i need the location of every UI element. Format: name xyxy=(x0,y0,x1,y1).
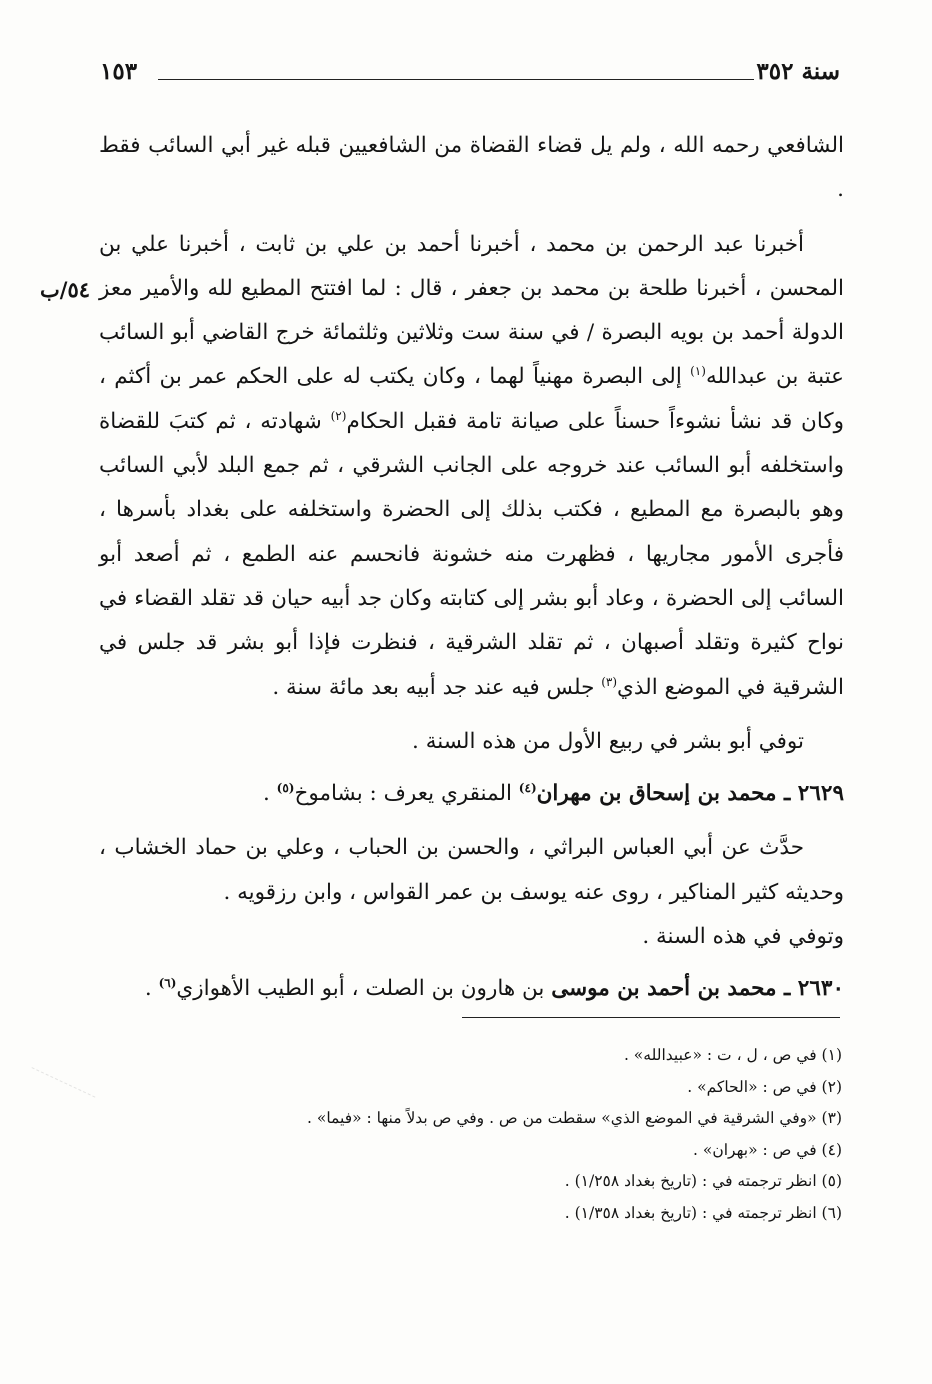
paragraph-hadith: حدَّث عن أبي العباس البراثي ، والحسن بن الحباب ، وعلي بن حماد الخشاب ، وحديثه كثير المناكير ، روى عنه يوسف بن عمر القواس ، وابن رزقويه . xyxy=(99,835,844,905)
entry-heading-end: . xyxy=(144,976,159,1002)
narration-text-b: إلى البصرة مهنياً لهما ، وكان يكتب له على الحكم عمر بن أكثم ، وكان قد نشأ نشوءاً حسناً على صيانة تامة فقبل الحكام xyxy=(99,364,844,434)
biography-entry-2630 xyxy=(99,967,844,1011)
footnote-separator xyxy=(462,1017,840,1018)
footnote-ref-1: (١) xyxy=(690,364,706,379)
footnote-3: (٣) «وفي الشرقية في الموضع الذي» سقطت من ص . وفي ص بدلاً منها : «فيما» . xyxy=(307,1109,842,1127)
footnote-ref-3: (٣) xyxy=(601,674,618,689)
footnote-6: (٦) انظر ترجمته في : (تاريخ بغداد ١/٣٥٨) . xyxy=(564,1203,842,1222)
narration-text-d: جلس فيه عند جد أبيه بعد مائة سنة . xyxy=(272,674,602,700)
entry-heading-end: . xyxy=(262,781,277,807)
footnote-ref-2: (٢) xyxy=(330,408,347,423)
narration-text-a: أخبرنا عبد الرحمن بن محمد ، أخبرنا أحمد بن علي بن ثابت ، أخبرنا علي بن المحسن ، أخبرنا طلحة بن محمد بن جعفر ، قال : لما افتتح المطيع لله والأمير معز الدولة أحمد بن بويه البصرة / في سنة ست وثلاثين وثلثمائة خرج القاضي أبو السائب عتبة بن عبدالله xyxy=(99,231,844,390)
footnote-ref-6: (٦) xyxy=(158,976,177,991)
entry-heading: ٢٦٢٩ ـ محمد بن إسحاق بن مهران xyxy=(536,781,844,807)
biography-entry-2629 xyxy=(99,772,844,816)
scan-artifact xyxy=(15,1067,96,1134)
page-number: ١٥٣ xyxy=(100,58,138,85)
page-header xyxy=(100,58,840,98)
footnote-5: (٥) انظر ترجمته في : (تاريخ بغداد ١/٢٥٨) . xyxy=(564,1172,842,1190)
footnote-1: (١) في ص ، ل ، ت : «عبيدالله» . xyxy=(623,1046,842,1064)
paragraph-death: وتوفي في هذه السنة . xyxy=(642,924,844,950)
running-head-year: سنة ٣٥٢ xyxy=(756,58,840,85)
paragraph-narration xyxy=(99,223,844,710)
footnote-2: (٢) في ص : «الحاكم» . xyxy=(687,1077,842,1096)
entry-heading-rest: بن هارون بن الصلت ، أبو الطيب الأهوازي xyxy=(176,976,552,1002)
footnote-ref-5: (٥) xyxy=(276,781,295,796)
paragraph-death-note: توفي أبو بشر في ربيع الأول من هذه السنة . xyxy=(412,728,804,754)
header-rule xyxy=(158,79,754,80)
footnotes xyxy=(242,1040,842,1229)
entry-heading-rest: المنقري يعرف : بشاموخ xyxy=(294,781,519,807)
main-text xyxy=(99,124,844,1012)
footnote-ref-4: (٤) xyxy=(518,781,537,796)
manuscript-folio-note: ٥٤/ب xyxy=(40,277,91,302)
narration-text-c: شهادته ، ثم كتبَ للقضاة واستخلفه أبو السائب عند خروجه على الجانب الشرقي ، ثم جمع البلد لأبي السائب وهو بالبصرة مع المطيع ، فكتب بذلك إلى الحضرة واستخلفه على بغداد بأسرها ، فأجرى الأمور مجاريها ، فظهرت منه خشونة فانحسم عنه الطمع ، ثم أصعد أبو السائب إلى الحضرة ، وعاد أبو بشر إلى كتابته وكان جد أبيه حيان قد تقلد القضاء في نواح كثيرة وتقلد أصبهان ، ثم تقلد الشرقية ، فنظرت فإذا أبو بشر قد جلس في الشرقية في الموضع الذي xyxy=(99,408,844,700)
entry-heading: ٢٦٣٠ ـ محمد بن أحمد بن موسى xyxy=(551,976,844,1002)
paragraph-continuation: الشافعي رحمه الله ، ولم يل قضاء القضاة من الشافعيين قبله غير أبي السائب فقط . xyxy=(99,133,844,203)
footnote-4: (٤) في ص : «بهران» . xyxy=(693,1140,842,1159)
